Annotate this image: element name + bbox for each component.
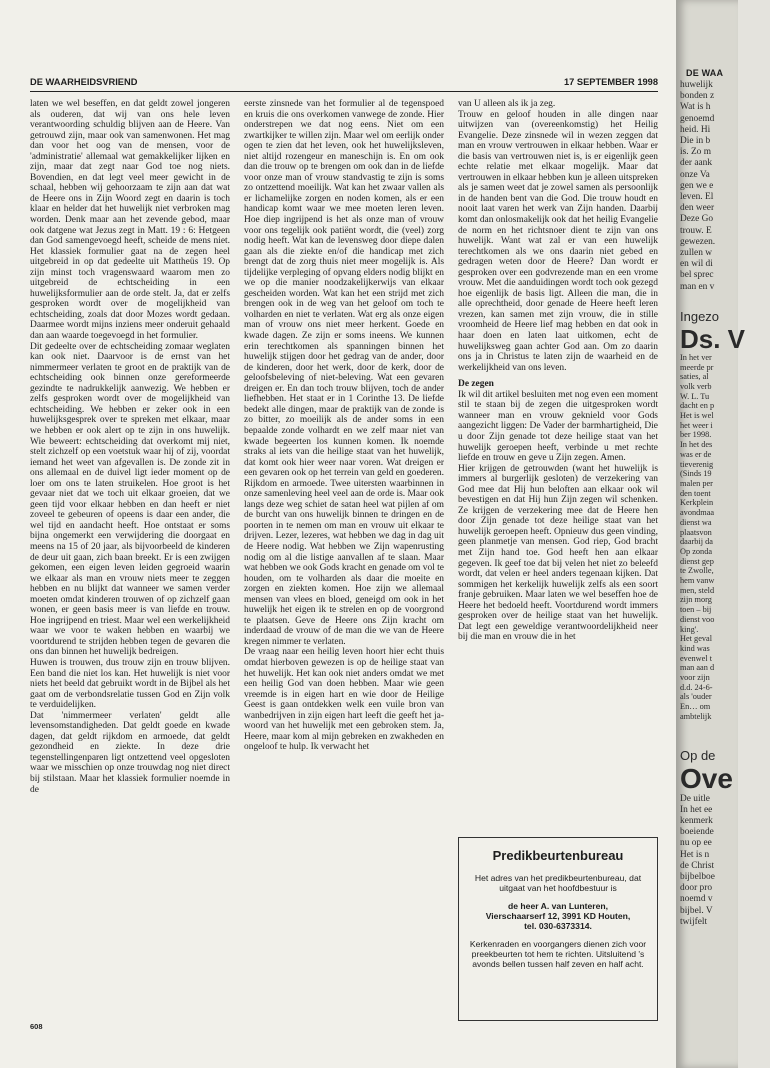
info-box-contact — [465, 901, 651, 931]
edge-header: DE WAA — [686, 68, 724, 78]
edge-line: zijn morg — [680, 595, 712, 605]
edge-line: d.d. 24-6- — [680, 682, 713, 692]
section-heading: De zegen — [458, 379, 494, 390]
edge-line: gewezen. — [680, 236, 716, 247]
edge-line: Het is n — [680, 849, 710, 860]
edge-line: In het ee — [680, 804, 713, 815]
edge-line: Kerkplein — [680, 498, 714, 508]
edge-gap — [680, 293, 770, 309]
edge-line: In het des — [680, 440, 713, 450]
edge-line: Wat is h — [680, 102, 711, 113]
column-2 — [244, 99, 444, 753]
edge-line: saties, al — [680, 372, 709, 382]
edge-line: En… om — [680, 702, 711, 712]
edge-line: king'. — [680, 624, 699, 634]
paragraph: De vraag naar een heilig leven hoort hier echt thuis omdat hierboven gewezen is op de heilige staat van het huwelijk. Het kan ook niet anders omdat we met een heilig God van doen hebben. Maar wie geen vreemde is in eigen hart en wie door de Heilige Geest is gaan ontdekken welk een vuile bron van wanbedrijven in zijn eigen hart leeft die geeft het ja-woord van het huwelijk met een gebroken stem. Ja, Heere, maar kom al mijn gebreken en zwakheden en ongeloof te hulp. Ik verwacht het — [244, 647, 444, 753]
adjacent-page-edge — [676, 0, 746, 1068]
edge-line: was er de — [680, 449, 712, 459]
edge-line: (Sinds 19 — [680, 469, 712, 479]
edge-line: kenmerk — [680, 815, 713, 826]
edge-line: nu op ee — [680, 838, 712, 849]
info-box-title: Predikbeurtenbureau — [492, 848, 624, 863]
edge-line: dacht en p — [680, 401, 715, 411]
paragraph: Ik wil dit artikel besluiten met nog even een moment stil te staan bij de zegen die uitgesproken wordt wanneer man en vrouw geknield voor Gods aangezicht liggen: De Vader der barmhartigheid, Die u door Zijn genade tot deze heilige staat van het huwelijk geroepen heeft, verbinde u met rechte liefde en trouw en geve u Zijn zegen. Amen. — [458, 389, 658, 464]
edge-line: genoemd — [680, 113, 715, 124]
edge-line: daarbij da — [680, 537, 713, 547]
paragraph: laten we wel beseffen, en dat geldt zowel jongeren als ouderen, dat wij van ons hele leven verantwoording schuldig blijven aan de Heere. Van getrouwd zijn, maar ook van samenwonen. Het mag dan voor het oog van de mensen, voor de 'administratie' allemaal wat gemakkelijker lijken en zijn, maar dat zegt naar God toe nog niets. Bovendien, en dat legt veel meer gewicht in de schaal, hebben wij gehoorzaam te zijn aan dat wat de Heere ons in Zijn Woord zegt en daarin is toch klaar en helder dat het huwelijk niet verbroken mag worden. Denk maar aan het zevende gebod, maar ook datgene wat Jezus zegt in Matt. 19 : 6: Hetgeen dan God samengevoegd heeft, scheide de mens niet. Het klassiek formulier gaat na de zegen heel uitgebreid in op dat gedeelte uit Mattheüs 19. Op zijn minst toch vragenswaard waarom men zo uitgebreid de echtscheiding in een huwelijksformulier aan de orde stelt. Ja, dat er zelfs gesproken wordt over de mogelijkheid van echtscheiding, zoals dat door Mozes wordt gedaan. Daarmee wordt mijns inziens meer onderuit gehaald dan aan waarde toegevoegd in het formulier. — [30, 99, 230, 342]
edge-line: toen – bij — [680, 605, 712, 615]
info-box-intro: Het adres van het predikbeurtenbureau, dat uitgaat van het hoofdbestuur is — [474, 873, 642, 893]
edge-heading-small: Ingezo — [680, 308, 720, 324]
page-header — [30, 77, 658, 91]
edge-line: als 'ouder — [680, 692, 712, 702]
edge-line: der aank — [680, 158, 713, 169]
edge-line: noemd v — [680, 894, 713, 905]
edge-line: is. Zo m — [680, 147, 711, 158]
edge-line: men, steld — [680, 585, 715, 595]
edge-line: Deze Go — [680, 214, 714, 225]
paragraph: Dit gedeelte over de echtscheiding zomaar weglaten kan ook niet. Daarvoor is de ernst van het nimmermeer verlaten te groot en de praktijk van de echtscheiding ook binnen onze gereformeerde gezindte te nadrukkelijk aanwezig. We hebben er zelfs gesproken wordt over de mogelijkheid van echtscheiding. We hebben er zeker ook in een huwelijksgesprek over te spreken met elkaar, maar we hebben er ook alert op te zijn in ons huwelijk. Wie beweert: echtscheiding dat overkomt mij niet, stelt zichzelf op een voetstuk waar hij of zij, voordat iemand het weet van afgevallen is. De zonde zit in ons allemaal en de duivel ligt ieder moment op de loer om ons te laten struikelen. Hoe groot is het gevaar niet dat we toch uit elkaar groeien, dat we geen tijd voor elkaar hebben en dan heeft er niet zoveel te gebeuren of opeens is daar een ander, die wel tijd en aandacht heeft. Hoe ontstaat er soms bijna ongemerkt een verwijdering die doorgaat en meens na 15 of 20 jaar, als bijvoorbeeld de kinderen de deur uit gaan, zich baan breekt. Er is een zwijgen gekomen, een eigen leven leiden gegroeid waarin we elkaar als man en vrouw niets meer te zeggen hebben en nu blijkt dat wanneer we samen verder moeten omdat kinderen trouwen of op zichzelf gaan wonen, er geen basis meer is van liefde en trouw. Hoe ingrijpend en triest. Maar wel een werkelijkheid waar we voor te waken hebben en waarbij we voortdurend te strijden hebben tegen de gevaren die ons dan binnen het huwelijk bedreigen. — [30, 341, 230, 658]
edge-line: te Zwolle, — [680, 566, 714, 576]
edge-line: leven. El — [680, 192, 714, 203]
edge-heading-small: Op de — [680, 747, 716, 763]
column-1 — [30, 99, 230, 795]
edge-line: zullen w — [680, 248, 713, 259]
edge-line: volk verb — [680, 381, 712, 391]
edge-line: plaatsvon — [680, 527, 712, 537]
edge-line: bel sprec — [680, 270, 714, 281]
edge-line: dienst gep — [680, 556, 714, 566]
contact-address: Vierschaarserf 12, 3991 KD Houten, — [485, 911, 631, 921]
publication-name: DE WAARHEIDSVRIEND — [30, 77, 138, 87]
edge-line: heid. Hi — [680, 124, 711, 135]
edge-line: bijbel. V — [680, 905, 713, 916]
edge-line: hem vanw — [680, 576, 715, 586]
contact-name: de heer A. van Lunteren, — [508, 901, 608, 911]
edge-line: bonden z — [680, 91, 715, 102]
info-box-note: Kerkenraden en voorgangers dienen zich voor preekbeurten tot hem te richten. Uitsluitend 's avonds bellen tussen half zeven en half acht. — [469, 939, 647, 969]
issue-date: 17 SEPTEMBER 1998 — [563, 77, 658, 87]
info-box — [458, 837, 658, 1021]
edge-line: huwelijk — [680, 80, 713, 90]
paragraph: Dat 'nimmermeer verlaten' geldt alle levensomstandigheden. Dat geldt goede en kwade dagen, dat geldt rijkdom en armoede, dat geldt gezondheid en ziekte. In deze drie tegenstellingenparen ligt ontzettend veel opgesloten waar we misschien op onze trouwdag nog niet direct bij stilstaan. Maar het klassiek formulier noemde in de — [30, 710, 230, 795]
edge-line: den weer — [680, 203, 715, 214]
edge-line: Het geval — [680, 634, 713, 644]
paragraph: eerste zinsnede van het formulier al de tegenspoed en kruis die ons overkomen vanwege de zonde. Hier onderstrepen we dat nog eens. Niet om een zwartkijker te willen zijn. Maar wel om eerlijk onder ogen te zien dat het leven, ook het huwelijksleven, niet altijd rozengeur en maneschijn is. En om ook dan die trouw op te brengen om ook dan in de liefde voor onze man of vrouw standvastig te zijn is soms zo ontzettend moeilijk. Wat kan het zwaar vallen als er lichamelijke zorgen en noden komen, als er een handicap komt waar we mee moeten leren leven. Hoe diep ingrijpend is het als onze man of vrouw voor ons tegelijk ook patiënt wordt, die (veel) zorg nodig heeft. Wat kan de levensweg door diepe dalen gaan als die ziekte en/of die handicap met zich brengt dat de zorg thuis niet meer mogelijk is. Als tijdelijke verpleging of opvang elders nodig blijkt en we op die manier noodzakelijkerwijs van elkaar gescheiden worden. Wat kan het een strijd met zich brengen ook in de weg van het geloof om toch te volharden en niet te verlaten. Wat erg als onze eigen man of vrouw ons niet meer herkent. Goede en kwade dagen. Ze zijn er soms ineens. We kunnen erin terechtkomen als spanningen binnen het huwelijk stijgen door het gedrag van de ander, door de kinderen, door het werk, door de kerk, door de geloofsbeleving of niet-beleving. Wat een gevaren dreigen er. En dan toch trouw blijven, toch de ander liefhebben. Het staat er in 1 Corinthe 13. De liefde bedekt alle dingen, maar de praktijk van de zonde is zo bitter, zo moeilijk als de ander soms in een bepaalde zonde volhardt en we zelf maar niet van kwade begeerten los kunnen komen. Ik noemde straks al iets van die heilige staat van het huwelijk, dat komt ook hier weer naar voren. Wat dreigen er een gevaren ook op het terrein van geld en goederen. Rijkdom en armoede. Twee uitersten waarbinnen in onze samenleving heel veel aan de orde is. Maar ook langs deze weg schiet de satan heel wat pijlen af om de burcht van ons huwelijk binnen te dringen en de poorten in te nemen om man en vrouw uit elkaar te drijven. Lezer, lezeres, wat hebben we dag in dag uit de Heere nodig. Wat hebben we Zijn wapenrusting nodig om al die listige aanvallen af te slaan. Maar wat hebben we ook Gods kracht en genade om vol te houden, om te volharden als daar die moeite en zorgen en ziekten komen. Hoe zijn we allemaal mensen van vlees en bloed, geneigd om ook in het huwelijk het eigen ik te strelen en op de voorgrond te plaatsen. Geve de Heere ons Zijn kracht om inderdaad de vrouw of de man die we van de Heere kregen nimmer te verlaten. — [244, 99, 444, 647]
edge-line: tieverenig — [680, 459, 714, 469]
paragraph: Trouw en geloof houden in alle dingen naar uitwijzen van (overeenkomstig) het Heilig Evangelie. Deze zinsnede wil in wezen zeggen dat man en vrouw vertrouwen in elkaar hebben. Waar er die basis van vertrouwen niet is, is er eigenlijk geen echte relatie met elkaar mogelijk. Maar dat vertrouwen in elkaar hebben kun je alleen uitspreken als je samen weet dat je zowel samen als persoonlijk in de handen bent van die God. Die trouw houdt en nooit laat varen het werk van Zijn handen. Daarbij komt dan onlosmakelijk ook dat het heilig Evangelie de norm en het richtsnoer dient te zijn van ons huwelijk. Want wat zal er van een huwelijk terechtkomen als we ons daarin niet gebed en gedragen weten door de Heere? Dan wordt er gesproken over een godvrezende man en een vrome vrouw. Met die aanduidingen wordt toch ook gezegd hoe eigenlijk de basis ligt. Alleen die man, die in alle oprechtheid, door genade de Heere heeft leren vrezen, kan samen met zijn vrouw, die in stille vroomheid de Heere lief mag hebben en dat ook in haar doen en laten laat uitkomen, echt de huwelijksweg gaan achter God aan. Om zo daarin ons ja in Christus te laten zijn de waarheid en de werkelijkheid van ons leven. — [458, 109, 658, 373]
edge-line: W. L. Tu — [680, 391, 710, 401]
paragraph: Hier krijgen de getrouwden (want het huwelijk is immers al burgerlijk gesloten) de verzekering van God mee dat Hij hun beloften aan elkaar ook wil bevestigen en dat Hij hun Zijn zegen wil schenken. Ze krijgen de verzekering mee dat de Heere hen door Zijn genade tot deze heilige staat van het huwelijk geroepen heeft. Opnieuw dus geen vinding, geen planmetje van mensen. God riep, God bracht met Zijn hand toe. God heeft hen aan elkaar gegeven. Ik geef toe dat bij velen het niet zo beleefd wordt, dat velen er heel anders tegenaan kijken. Dat sommigen het kerkelijk huwelijk zelfs als een soort franje gebruiken. Maar laten we wel beseffen hoe de Heere het bedoeld heeft. Voortdurend wordt immers gesproken over de heilige staat van het huwelijk. Dat legt een geweldige verantwoordelijkheid neer bij die man en vrouw die in het — [458, 463, 658, 643]
edge-line: den toent — [680, 488, 711, 498]
edge-line: ambtelijk — [680, 711, 712, 721]
edge-line: dienst wa — [680, 517, 712, 527]
edge-line: voor zijn — [680, 673, 710, 683]
paragraph: Huwen is trouwen, dus trouw zijn en trouw blijven. Een band die niet los kan. Het huwelijk is niet voor niets het beeld dat gebruikt wordt in de Bijbel als het gaat om de verbondsrelatie tussen God en Zijn volk te verduidelijken. — [30, 657, 230, 711]
edge-line: ber 1998. — [680, 430, 712, 440]
edge-heading-big: Ds. V — [680, 323, 746, 354]
edge-line: man aan d — [680, 663, 715, 673]
edge-line: In het ver — [680, 352, 712, 362]
edge-gap — [680, 722, 770, 748]
edge-line: malen per — [680, 479, 713, 488]
contact-phone: tel. 030-6373314. — [524, 921, 592, 931]
edge-line: de Christ — [680, 860, 715, 871]
edge-text — [680, 62, 770, 928]
edge-line: kind was — [680, 643, 710, 653]
header-rule — [30, 91, 658, 92]
edge-line: Het is wel — [680, 411, 714, 421]
paragraph: van U alleen als ik ja zeg. — [458, 99, 556, 109]
edge-line: en wil di — [680, 259, 713, 270]
edge-line: evenwel t — [680, 653, 713, 663]
edge-line: trouw. E — [680, 225, 712, 236]
edge-line: boeiende — [680, 827, 714, 838]
edge-line: gen we e — [680, 180, 714, 191]
edge-line: meerde pr — [680, 362, 714, 372]
edge-line: bijbelboe — [680, 872, 715, 882]
page-number: 608 — [30, 1022, 43, 1031]
edge-line: twijfelt — [680, 916, 708, 927]
edge-line: Op zonda — [680, 546, 713, 556]
edge-gap — [680, 62, 770, 80]
edge-line: onze Va — [680, 169, 710, 180]
edge-line: avondmaa — [680, 508, 715, 518]
edge-line: De uitle — [680, 793, 710, 804]
edge-line: het weer i — [680, 420, 713, 430]
column-3 — [458, 99, 658, 643]
edge-heading-big: Ove — [680, 762, 733, 794]
edge-line: dienst voo — [680, 614, 715, 624]
edge-line: Die in b — [680, 136, 711, 147]
edge-line: man en v — [680, 281, 715, 292]
edge-line: door pro — [680, 883, 713, 894]
